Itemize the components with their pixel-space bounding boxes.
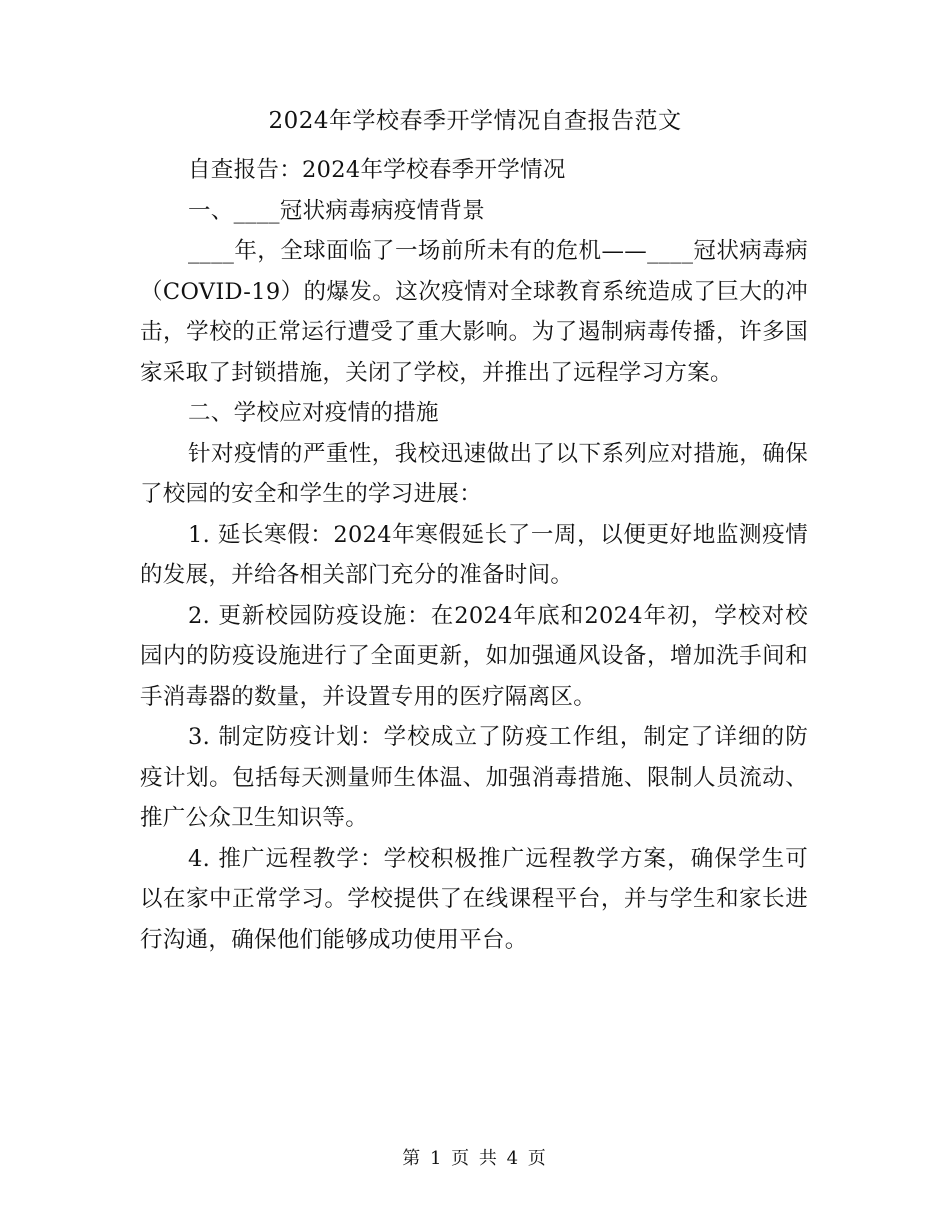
section-heading-background: 一、____冠状病毒病疫情背景 [188, 197, 486, 224]
section-heading-measures: 二、学校应对疫情的措施 [188, 400, 439, 426]
list-item-remote-teaching: 4. 推广远程教学：学校积极推广远程教学方案，确保学生可以在家中正常学习。学校提供了在线课程平台，并与学生和家长进行沟通，确保他们能够成功使用平台。 [140, 845, 808, 953]
list-item-extend-holiday: 1. 延长寒假：2024年寒假延长了一周，以便更好地监测疫情的发展，并给各相关部门充分的准备时间。 [140, 521, 808, 588]
paragraph-measures-intro: 针对疫情的严重性，我校迅速做出了以下系列应对措施，确保了校园的安全和学生的学习进展： [140, 440, 808, 507]
paragraph-background: ____年，全球面临了一场前所未有的危机——____冠状病毒病（COVID-19）的爆发。这次疫情对全球教育系统造成了巨大的冲击，学校的正常运行遭受了重大影响。为了遏制病毒传播，许多国家采取了封锁措施，关闭了学校，并推出了远程学习方案。 [140, 238, 808, 386]
list-item-update-facilities: 2. 更新校园防疫设施：在2024年底和2024年初，学校对校园内的防疫设施进行了全面更新，如加强通风设备，增加洗手间和手消毒器的数量，并设置专用的医疗隔离区。 [140, 602, 808, 710]
document-body [140, 150, 808, 960]
document-title: 2024年学校春季开学情况自查报告范文 [268, 108, 682, 134]
page-number: 第 1 页 共 4 页 [402, 1148, 548, 1169]
list-item-prevention-plan: 3. 制定防疫计划：学校成立了防疫工作组，制定了详细的防疫计划。包括每天测量师生体温、加强消毒措施、限制人员流动、推广公众卫生知识等。 [140, 724, 808, 831]
paragraph-report-heading: 自查报告：2024年学校春季开学情况 [188, 157, 566, 183]
